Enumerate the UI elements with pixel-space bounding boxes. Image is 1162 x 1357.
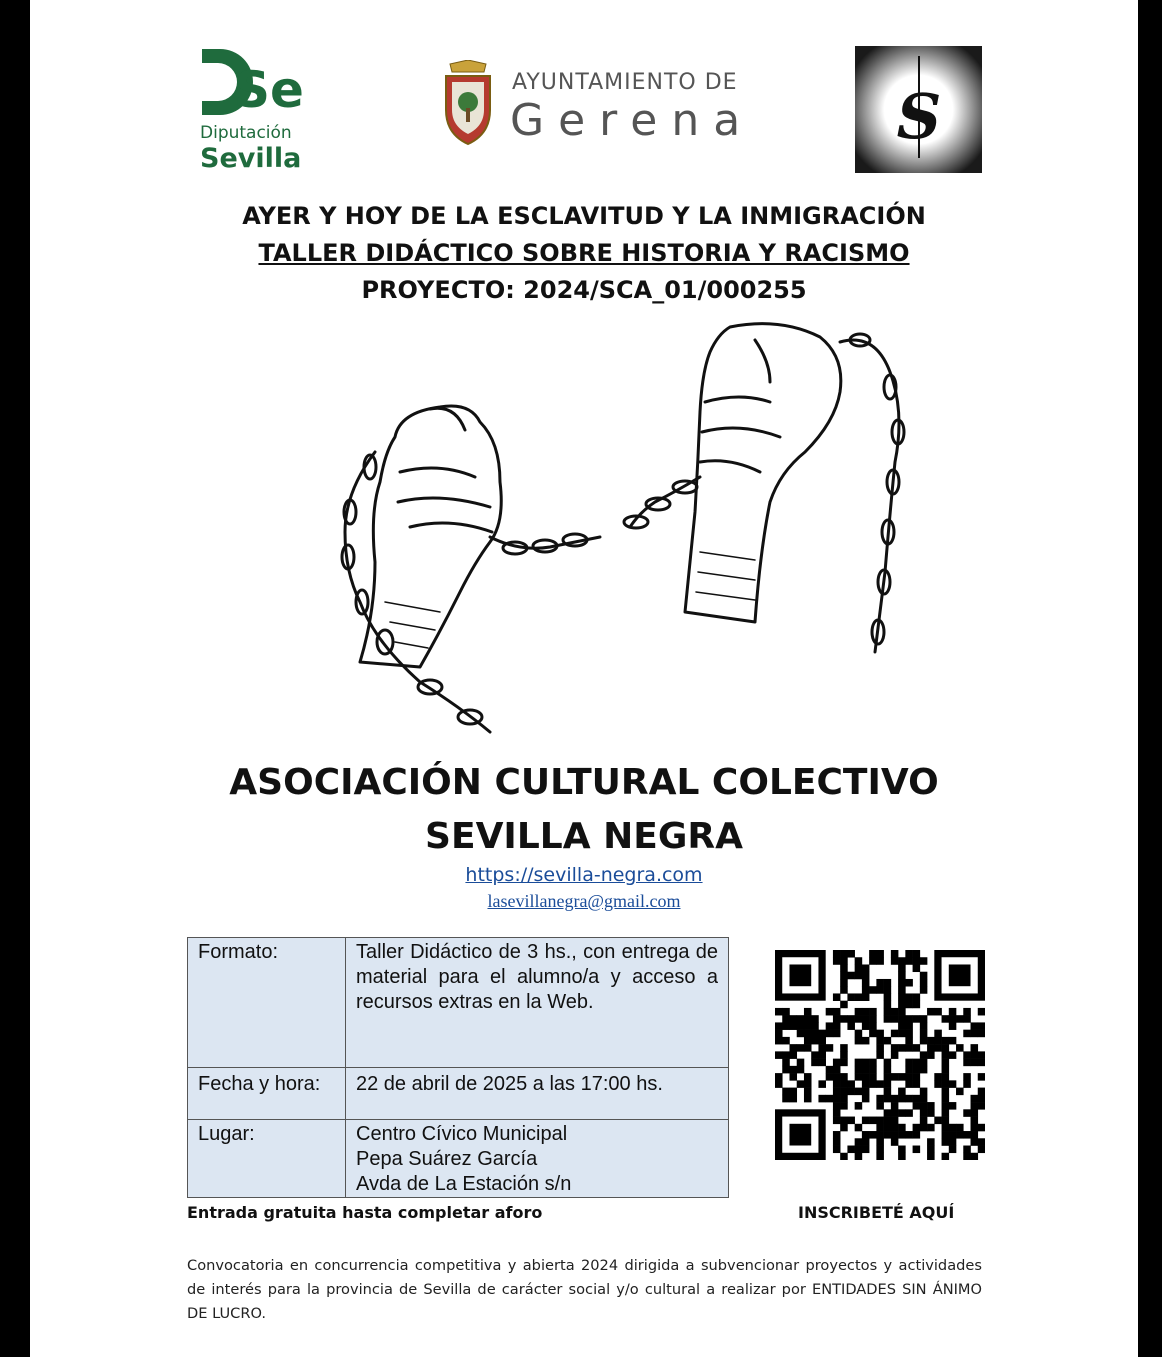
ayuntamiento-gerena-logo (440, 60, 760, 150)
gerena-label: Gerena (510, 95, 755, 146)
registration-qr-code[interactable] (775, 950, 985, 1160)
sevilla-negra-logo (855, 46, 982, 173)
s-logo-letter: S (896, 80, 942, 153)
sevilla-label: Sevilla (200, 143, 302, 174)
project-code: PROYECTO: 2024/SCA_01/000255 (361, 276, 807, 304)
place-value (346, 1120, 729, 1198)
workshop-titles (30, 198, 1138, 309)
flyer-page (30, 0, 1138, 1357)
table-row (188, 1120, 729, 1198)
email-link[interactable]: lasevillanegra@gmail.com (487, 891, 681, 911)
funding-notice: Convocatoria en concurrencia competitiva y abierta 2024 dirigida a subvencionar proyectos y actividades de interés para la provincia de Sevilla de carácter social y/o cultural a realizar por ENTIDADES SIN ÁNIMO DE LUCRO. (187, 1257, 982, 1322)
register-here-label[interactable]: INSCRIBETÉ AQUÍ (798, 1203, 955, 1222)
association-name-line-1: ASOCIACIÓN CULTURAL COLECTIVO (229, 762, 939, 803)
dse-logo-icon (200, 45, 310, 125)
gerena-coat-of-arms-icon (440, 60, 496, 146)
table-row (188, 938, 729, 1068)
format-value: Taller Didáctico de 3 hs., con entrega de material para el alumno/a y acceso a recursos extras en la Web. (346, 938, 729, 1068)
association-name (30, 756, 1138, 864)
diputacion-label: Diputación (200, 123, 292, 143)
title-line-1: AYER Y HOY DE LA ESCLAVITUD Y LA INMIGRACIÓN (242, 202, 926, 230)
date-label: Fecha y hora: (188, 1068, 346, 1120)
place-line-1: Centro Cívico Municipal (356, 1123, 568, 1145)
workshop-details-table (187, 937, 729, 1198)
dse-logo-letters: Se (234, 61, 304, 119)
ayuntamiento-label: AYUNTAMIENTO DE (512, 70, 738, 95)
place-label: Lugar: (188, 1120, 346, 1198)
s-logo-icon (855, 46, 982, 173)
format-label: Formato: (188, 938, 346, 1068)
qr-code-icon[interactable] (775, 950, 985, 1160)
table-row (188, 1068, 729, 1120)
place-line-3: Avda de La Estación s/n (356, 1173, 572, 1195)
place-line-2: Pepa Suárez García (356, 1148, 538, 1170)
broken-chains-fists-icon (300, 312, 920, 752)
association-name-line-2: SEVILLA NEGRA (425, 816, 743, 857)
title-line-2: TALLER DIDÁCTICO SOBRE HISTORIA Y RACISMO (258, 239, 910, 267)
date-value: 22 de abril de 2025 a las 17:00 hs. (346, 1068, 729, 1120)
website-link[interactable]: https://sevilla-negra.com (465, 864, 703, 886)
broken-chains-illustration (300, 312, 920, 752)
free-entry-note: Entrada gratuita hasta completar aforo (187, 1203, 543, 1222)
diputacion-sevilla-logo (200, 45, 310, 175)
